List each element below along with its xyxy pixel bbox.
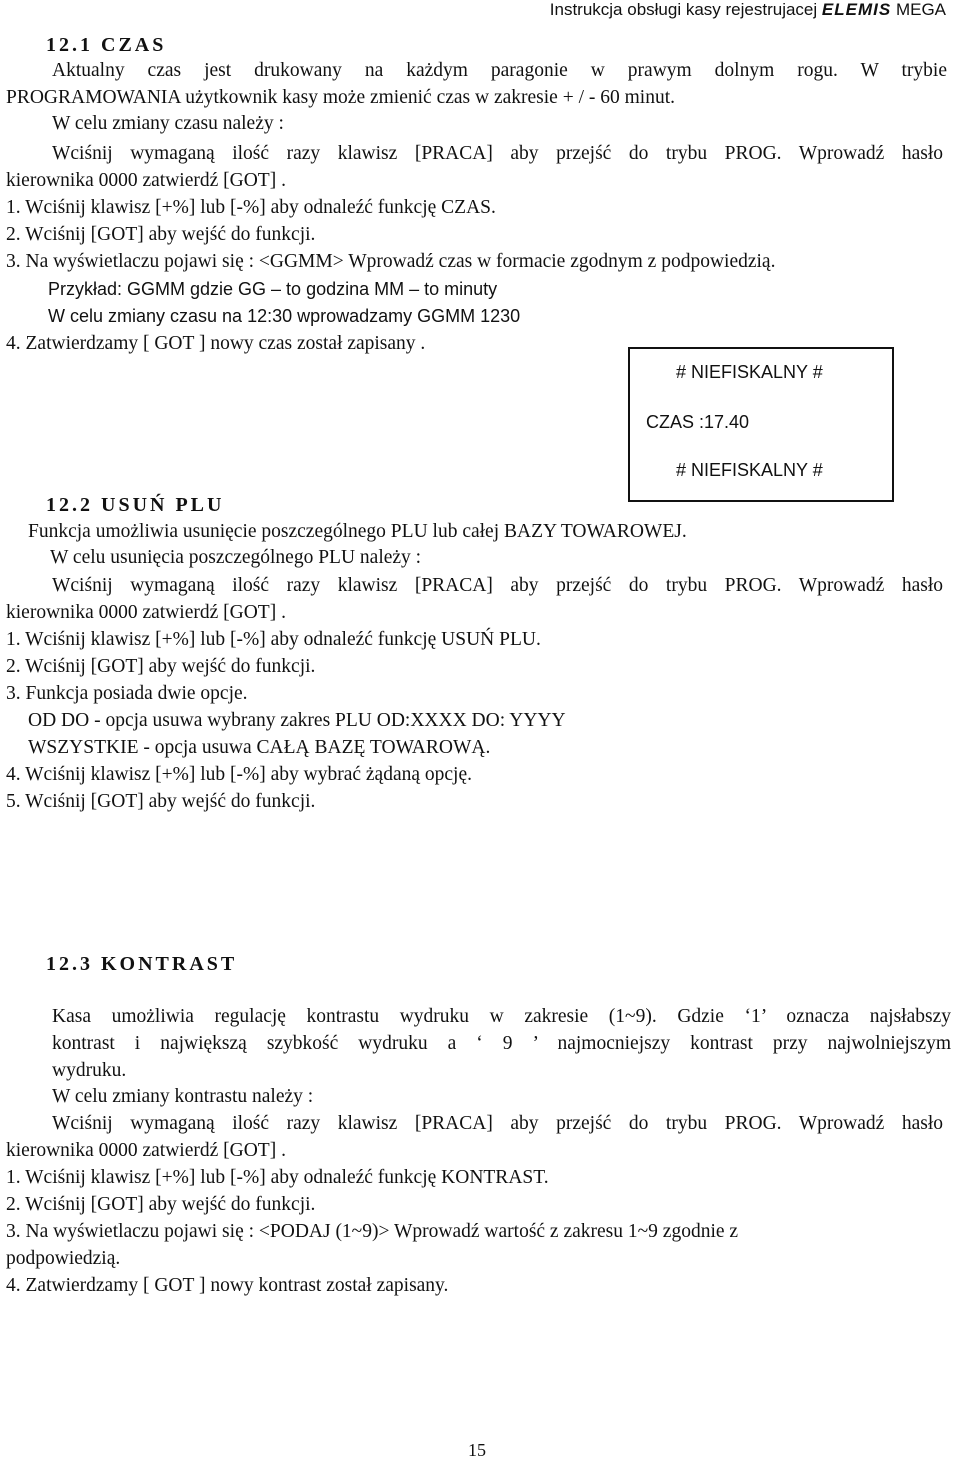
czas-example-2: W celu zmiany czasu na 12:30 wprowadzamy GGMM 1230 xyxy=(48,306,521,326)
czas-step-2: 2. Wciśnij [GOT] aby wejść do funkcji. xyxy=(6,224,316,245)
czas-step-0a: Wciśnij wymaganą ilość razy klawisz [PRACA] aby przejść do trybu PROG. Wprowadź hasło xyxy=(52,143,943,164)
usun-step-5: 5. Wciśnij [GOT] aby wejść do funkcji. xyxy=(6,791,316,812)
czas-line-2: PROGRAMOWANIA użytkownik kasy może zmienić czas w zakresie + / - 60 minut. xyxy=(6,87,675,108)
display-preview-box xyxy=(628,347,894,502)
section-heading-czas: 12.1 CZAS xyxy=(46,34,167,56)
czas-step-4: 4. Zatwierdzamy [ GOT ] nowy czas został zapisany . xyxy=(6,333,426,354)
czas-intro: W celu zmiany czasu należy : xyxy=(52,113,284,134)
usun-step-0b: kierownika 0000 zatwierdź [GOT] . xyxy=(6,602,286,623)
display-line-1: # NIEFISKALNY # xyxy=(676,362,823,382)
kontrast-step-2: 2. Wciśnij [GOT] aby wejść do funkcji. xyxy=(6,1194,316,1215)
display-line-2: CZAS :17.40 xyxy=(646,412,750,432)
brand-logo: ELEMIS xyxy=(821,0,892,19)
kontrast-step-1: 1. Wciśnij klawisz [+%] lub [-%] aby odnaleźć funkcję KONTRAST. xyxy=(6,1167,549,1188)
page-header xyxy=(550,0,946,20)
usun-intro: W celu usunięcia poszczególnego PLU należy : xyxy=(50,547,422,568)
section-heading-usun-plu: 12.2 USUŃ PLU xyxy=(46,494,225,516)
kontrast-step-0b: kierownika 0000 zatwierdź [GOT] . xyxy=(6,1140,286,1161)
usun-step-1: 1. Wciśnij klawisz [+%] lub [-%] aby odnaleźć funkcję USUŃ PLU. xyxy=(6,629,541,650)
section-heading-kontrast: 12.3 KONTRAST xyxy=(46,953,238,975)
usun-step-4: 4. Wciśnij klawisz [+%] lub [-%] aby wybrać żądaną opcję. xyxy=(6,764,473,785)
usun-option-1: OD DO - opcja usuwa wybrany zakres PLU OD:XXXX DO: YYYY xyxy=(28,710,566,731)
display-line-3: # NIEFISKALNY # xyxy=(676,460,823,480)
kontrast-step-4: 4. Zatwierdzamy [ GOT ] nowy kontrast został zapisany. xyxy=(6,1275,449,1296)
usun-option-2: WSZYSTKIE - opcja usuwa CAŁĄ BAZĘ TOWAROWĄ. xyxy=(28,737,491,758)
header-model: MEGA xyxy=(895,0,946,19)
usun-step-2: 2. Wciśnij [GOT] aby wejść do funkcji. xyxy=(6,656,316,677)
kontrast-intro: W celu zmiany kontrastu należy : xyxy=(52,1086,314,1107)
usun-step-3: 3. Funkcja posiada dwie opcje. xyxy=(6,683,248,704)
kontrast-line-3: wydruku. xyxy=(52,1060,127,1081)
czas-line-1: Aktualny czas jest drukowany na każdym paragonie w prawym dolnym rogu. W trybie xyxy=(52,60,947,81)
usun-line-1: Funkcja umożliwia usunięcie poszczególnego PLU lub całej BAZY TOWAROWEJ. xyxy=(28,521,687,542)
kontrast-line-2: kontrast i największą szybkość wydruku a ‘ 9 ’ najmocniejszy kontrast przy najwolniejszym xyxy=(52,1033,951,1054)
czas-step-0b: kierownika 0000 zatwierdź [GOT] . xyxy=(6,170,286,191)
czas-example-1: Przykład: GGMM gdzie GG – to godzina MM – to minuty xyxy=(48,279,498,299)
header-title: Instrukcja obsługi kasy rejestrujacej xyxy=(549,0,818,19)
page-number: 15 xyxy=(468,1440,486,1460)
kontrast-step-0a: Wciśnij wymaganą ilość razy klawisz [PRACA] aby przejść do trybu PROG. Wprowadź hasło xyxy=(52,1113,943,1134)
czas-step-1: 1. Wciśnij klawisz [+%] lub [-%] aby odnaleźć funkcję CZAS. xyxy=(6,197,496,218)
kontrast-line-1: Kasa umożliwia regulację kontrastu wydruku w zakresie (1~9). Gdzie ‘1’ oznacza najsłabszy xyxy=(52,1006,951,1027)
kontrast-step-3b: podpowiedzią. xyxy=(6,1248,121,1269)
czas-step-3: 3. Na wyświetlaczu pojawi się : <GGMM> Wprowadź czas w formacie zgodnym z podpowiedzią. xyxy=(6,251,776,272)
kontrast-step-3a: 3. Na wyświetlaczu pojawi się : <PODAJ (1~9)> Wprowadź wartość z zakresu 1~9 zgodnie z xyxy=(6,1221,739,1242)
usun-step-0a: Wciśnij wymaganą ilość razy klawisz [PRACA] aby przejść do trybu PROG. Wprowadź hasło xyxy=(52,575,943,596)
